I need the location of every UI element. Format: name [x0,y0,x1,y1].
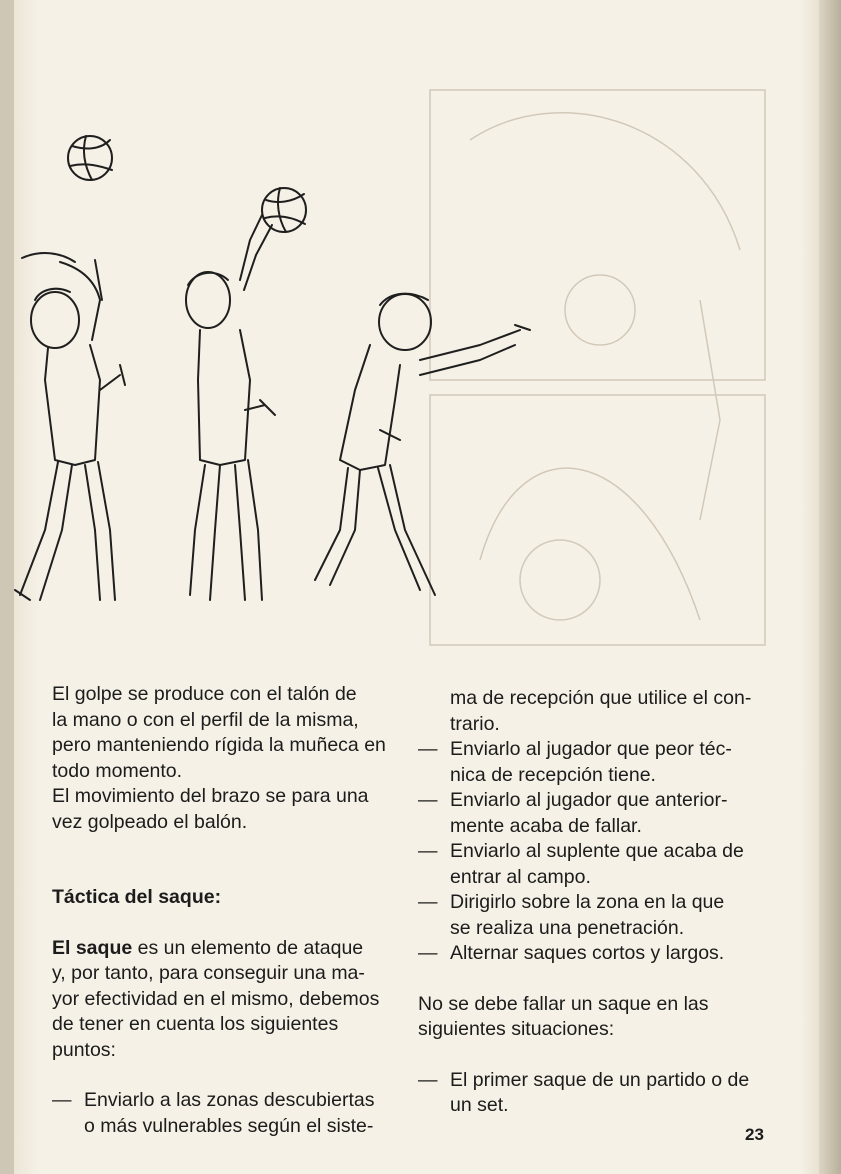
list-item: — El primer saque de un partido o de un set. [418,1068,750,1116]
volleyball-icon [68,136,112,180]
section-heading: Táctica del saque: [52,886,222,908]
paragraph-arm-movement: El movimiento del brazo se para una vez golpeado el balón. [52,785,369,833]
right-text-column [418,686,778,1119]
volleyball-icon [262,188,306,232]
list-item: — Dirigirlo sobre la zona en la que se realiza una penetración. [418,891,725,939]
paragraph-no-fail: No se debe fallar un saque en las siguientes situaciones: [418,992,709,1040]
list-item: — Alternar saques cortos y largos. [418,942,725,964]
paragraph-technique: El golpe se produce con el talón de la mano o con el perfil de la misma, pero manteniendo rígida la muñeca en todo momento. [52,683,386,782]
list-item: — Enviarlo al suplente que acaba de entrar al campo. [418,840,744,888]
paragraph-serve-tactics: El saque es un elemento de ataque y, por tanto, para conseguir una ma- yor efectividad en el mismo, debemos de tener en cuenta los siguientes puntos: [52,936,380,1061]
player-figure-hit [186,215,275,600]
list-item-continuation: ma de recepción que utilice el con- trario. [450,687,752,735]
list-item: — Enviarlo a las zonas descubiertas o más vulnerables según el siste- [52,1089,375,1137]
list-item: — Enviarlo al jugador que peor téc- nica de recepción tiene. [418,738,732,786]
list-item: — Enviarlo al jugador que anterior- mente acaba de fallar. [418,789,728,837]
page-number: 23 [745,1125,764,1144]
player-figure-toss [15,253,125,600]
player-figure-follow-through [315,294,530,595]
left-text-column [52,682,402,1139]
bleed-through-figures [430,90,765,645]
